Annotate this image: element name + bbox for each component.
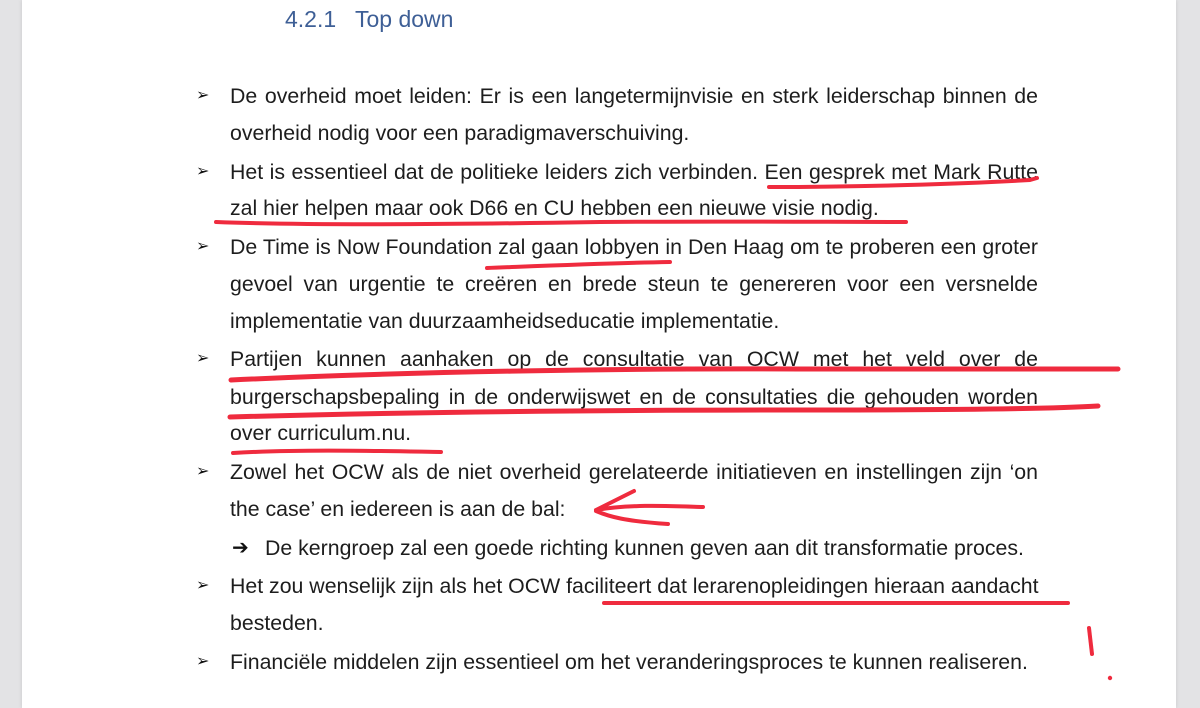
bullet-arrow-icon: ➢ <box>196 163 210 180</box>
bullet-5-line-1: Zowel het OCW als de niet overheid gerelateerde initiatieven en instellingen zijn ‘on <box>230 460 1038 484</box>
bullet-3-line-2: gevoel van urgentie te creëren en brede steun te genereren voor een versnelde <box>230 272 1038 296</box>
sub-bullet-arrow-icon: ➔ <box>232 537 249 559</box>
bullet-arrow-icon: ➢ <box>196 577 210 594</box>
section-number: 4.2.1 <box>285 6 337 32</box>
bullet-7-line-1: Financiële middelen zijn essentieel om het veranderingsproces te kunnen realiseren. <box>230 650 1028 674</box>
bullet-4-line-1: Partijen kunnen aanhaken op de consultatie van OCW met het veld over de <box>230 347 1038 371</box>
bullet-arrow-icon: ➢ <box>196 238 210 255</box>
bullet-1-line-2: overheid nodig voor een paradigmaverschuiving. <box>230 121 690 145</box>
bullet-arrow-icon: ➢ <box>196 653 210 670</box>
bullet-3-line-1: De Time is Now Foundation zal gaan lobbyen in Den Haag om te proberen een groter <box>230 235 1038 259</box>
bullet-5-line-2: the case’ en iedereen is aan de bal: <box>230 497 566 521</box>
bullet-4-line-2: burgerschapsbepaling in de onderwijswet en de consultaties die gehouden worden <box>230 385 1038 409</box>
bullet-5-sub-item: De kerngroep zal een goede richting kunnen geven aan dit transformatie proces. <box>265 536 1024 560</box>
bullet-2-line-2: zal hier helpen maar ook D66 en CU hebben een nieuwe visie nodig. <box>230 196 879 220</box>
bullet-4-line-3: over curriculum.nu. <box>230 421 412 445</box>
bullet-arrow-icon: ➢ <box>196 350 210 367</box>
section-title: Top down <box>355 6 454 32</box>
bullet-1-line-1: De overheid moet leiden: Er is een langetermijnvisie en sterk leiderschap binnen de <box>230 84 1038 108</box>
bullet-3-line-3: implementatie van duurzaamheidseducatie implementatie. <box>230 309 780 333</box>
bullet-6-line-1: Het zou wenselijk zijn als het OCW faciliteert dat lerarenopleidingen hieraan aandacht <box>230 574 1039 598</box>
bullet-arrow-icon: ➢ <box>196 463 210 480</box>
bullet-arrow-icon: ➢ <box>196 87 210 104</box>
bullet-6-line-2: besteden. <box>230 611 324 635</box>
bullet-2-line-1: Het is essentieel dat de politieke leiders zich verbinden. Een gesprek met Mark Rutte <box>230 160 1038 184</box>
